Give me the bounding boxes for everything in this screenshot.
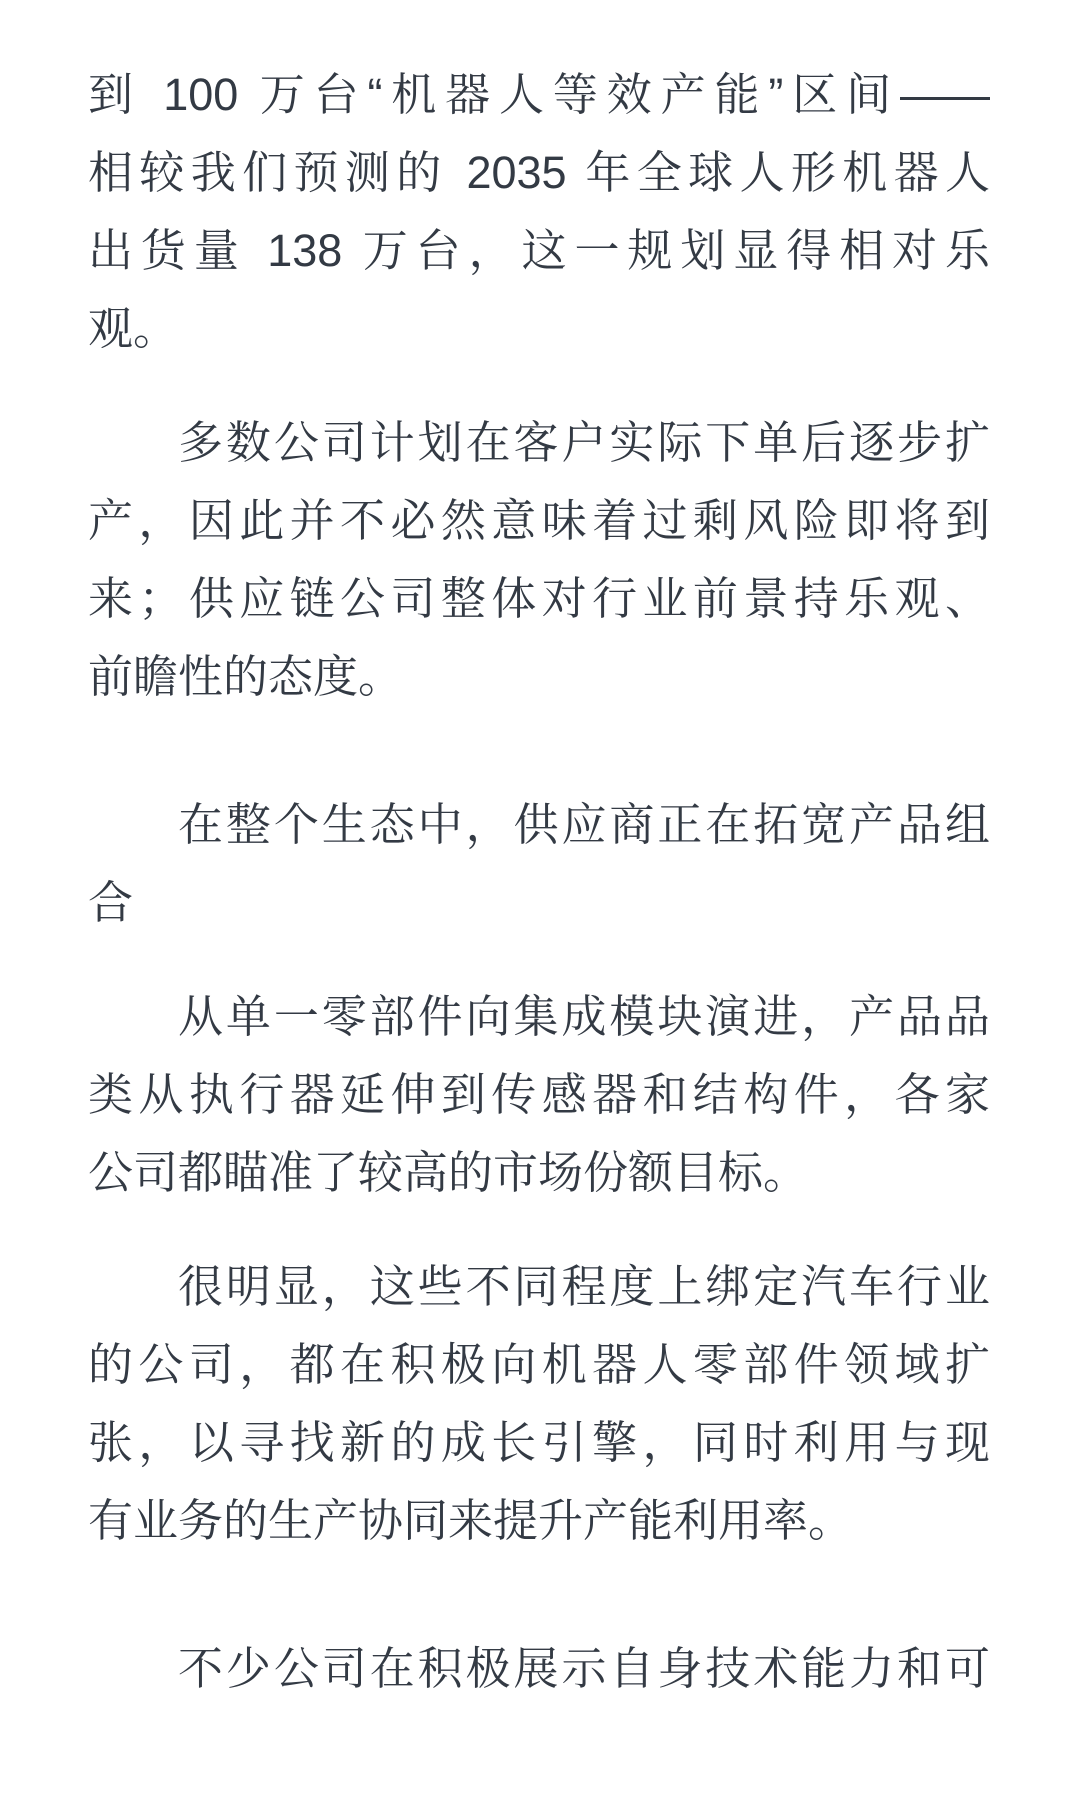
text-line: 很明显，这些不同程度上绑定汽车行业 (178, 1261, 990, 1312)
text-line: 前瞻性的态度。 (88, 651, 404, 702)
paragraph (88, 978, 990, 1212)
paragraph (88, 56, 990, 368)
text-line: 不少公司在积极展示自身技术能力和可 (178, 1643, 990, 1694)
text-line: 出货量 138 万台，这一规划显得相对乐 (88, 225, 990, 276)
text-line: 的公司，都在积极向机器人零部件领域扩 (88, 1339, 990, 1390)
text-line: 类从执行器延伸到传感器和结构件，各家 (88, 1069, 990, 1120)
text-line: 张，以寻找新的成长引擎，同时利用与现 (88, 1417, 990, 1468)
article-body (88, 56, 990, 1708)
text-line: 相较我们预测的 2035 年全球人形机器人 (88, 147, 990, 198)
text-line: 合 (88, 877, 134, 928)
paragraph (88, 786, 990, 942)
text-line: 多数公司计划在客户实际下单后逐步扩 (178, 417, 990, 468)
text-line: 到 100 万台“机器人等效产能”区间—— (88, 69, 990, 120)
text-line: 有业务的生产协同来提升产能利用率。 (88, 1495, 854, 1546)
text-line: 观。 (88, 303, 179, 354)
text-line: 产，因此并不必然意味着过剩风险即将到 (88, 495, 990, 546)
text-line: 从单一零部件向集成模块演进，产品品 (178, 991, 990, 1042)
paragraph (88, 1630, 990, 1708)
text-line: 来；供应链公司整体对行业前景持乐观、 (88, 573, 990, 624)
paragraph (88, 404, 990, 716)
text-line: 在整个生态中，供应商正在拓宽产品组 (178, 799, 990, 850)
paragraph (88, 1248, 990, 1560)
text-line: 公司都瞄准了较高的市场份额目标。 (88, 1147, 809, 1198)
